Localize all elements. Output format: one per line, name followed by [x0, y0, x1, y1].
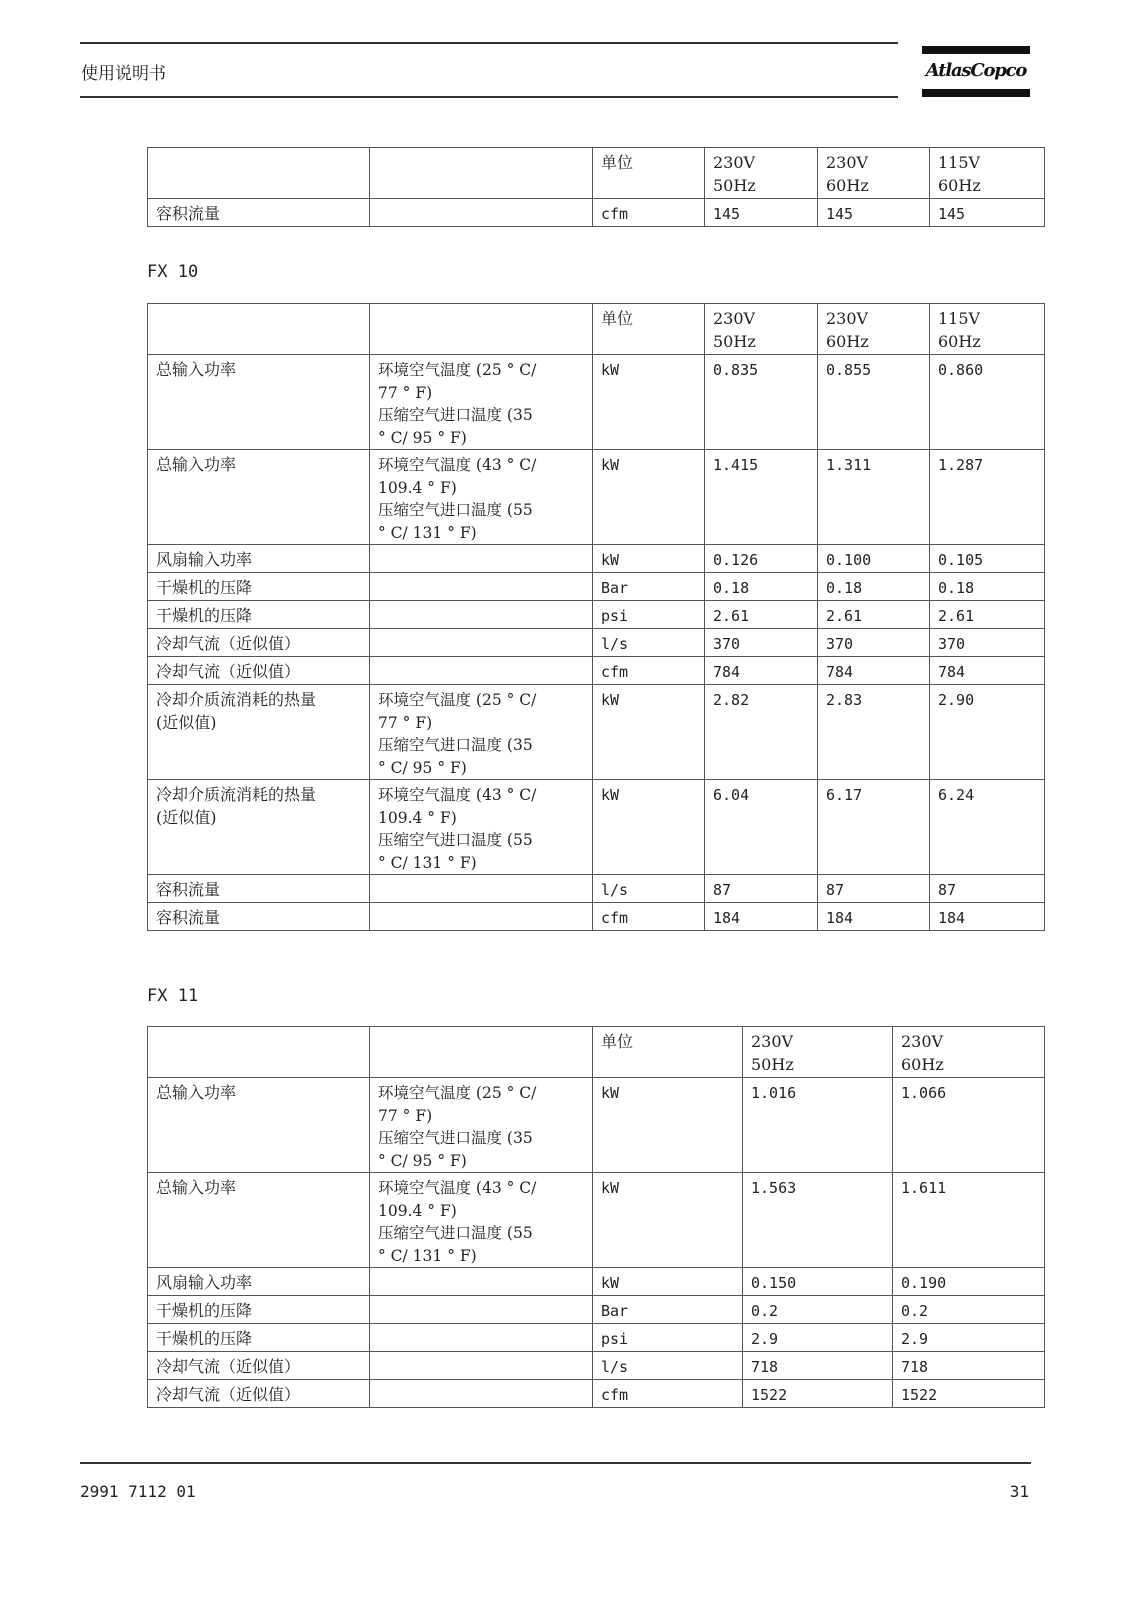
table-row — [148, 903, 1045, 931]
value-cell: 1522 — [893, 1380, 1045, 1408]
document-number: 2991 7112 01 — [80, 1482, 196, 1501]
logo-bar-bottom — [922, 89, 1030, 97]
condition-cell — [370, 545, 593, 573]
value-cell: 2.61 — [705, 601, 818, 629]
table-header-cell: 单位 — [593, 304, 705, 355]
value-cell: 0.105 — [930, 545, 1045, 573]
table-header-cell: 单位 — [593, 1027, 743, 1078]
unit-cell: cfm — [593, 1380, 743, 1408]
table-row — [148, 1380, 1045, 1408]
value-cell: 145 — [818, 199, 930, 227]
unit-cell: l/s — [593, 875, 705, 903]
unit-cell: kW — [593, 1078, 743, 1173]
unit-cell: kW — [593, 355, 705, 450]
value-cell: 0.18 — [705, 573, 818, 601]
value-cell: 0.855 — [818, 355, 930, 450]
condition-cell: 环境空气温度 (25 ° C/ 77 ° F) 压缩空气进口温度 (35 ° C/ 95 ° F) — [370, 685, 593, 780]
table-header-row — [148, 148, 1045, 199]
value-cell: 87 — [705, 875, 818, 903]
value-cell: 2.83 — [818, 685, 930, 780]
unit-cell: kW — [593, 545, 705, 573]
value-cell: 87 — [818, 875, 930, 903]
unit-cell: Bar — [593, 1296, 743, 1324]
spec-table-continued — [147, 147, 1045, 227]
parameter-cell: 冷却气流（近似值） — [148, 1380, 370, 1408]
value-cell: 2.61 — [930, 601, 1045, 629]
table-row — [148, 1268, 1045, 1296]
unit-cell: kW — [593, 685, 705, 780]
parameter-cell: 冷却气流（近似值） — [148, 629, 370, 657]
value-cell: 0.150 — [743, 1268, 893, 1296]
value-cell: 2.61 — [818, 601, 930, 629]
table-header-row — [148, 1027, 1045, 1078]
table-header-cell: 230V 60Hz — [818, 304, 930, 355]
value-cell: 2.9 — [743, 1324, 893, 1352]
value-cell: 0.100 — [818, 545, 930, 573]
table-header-cell: 230V 50Hz — [743, 1027, 893, 1078]
header-rule-top — [80, 42, 898, 44]
condition-cell — [370, 199, 593, 227]
parameter-cell: 容积流量 — [148, 199, 370, 227]
value-cell: 184 — [818, 903, 930, 931]
value-cell: 145 — [930, 199, 1045, 227]
table-row — [148, 780, 1045, 875]
condition-cell — [370, 629, 593, 657]
condition-cell — [370, 1380, 593, 1408]
atlas-copco-logo — [922, 46, 1030, 98]
value-cell: 2.9 — [893, 1324, 1045, 1352]
parameter-cell: 风扇输入功率 — [148, 545, 370, 573]
parameter-cell: 干燥机的压降 — [148, 601, 370, 629]
table-header-row — [148, 304, 1045, 355]
table-header-cell: 115V 60Hz — [930, 304, 1045, 355]
value-cell: 0.190 — [893, 1268, 1045, 1296]
condition-cell — [370, 1296, 593, 1324]
unit-cell: Bar — [593, 573, 705, 601]
table-row — [148, 1173, 1045, 1268]
value-cell: 370 — [705, 629, 818, 657]
table-header-cell: 230V 60Hz — [818, 148, 930, 199]
page-number: 31 — [1009, 1482, 1029, 1501]
table-header-cell — [370, 304, 593, 355]
value-cell: 784 — [930, 657, 1045, 685]
value-cell: 0.2 — [893, 1296, 1045, 1324]
condition-cell — [370, 657, 593, 685]
value-cell: 1.016 — [743, 1078, 893, 1173]
value-cell: 1.287 — [930, 450, 1045, 545]
section-title-fx10: FX 10 — [147, 262, 199, 282]
value-cell: 6.24 — [930, 780, 1045, 875]
value-cell: 87 — [930, 875, 1045, 903]
value-cell: 1.311 — [818, 450, 930, 545]
table-row — [148, 199, 1045, 227]
manual-title: 使用说明书 — [81, 64, 166, 84]
table-header-cell — [370, 1027, 593, 1078]
parameter-cell: 干燥机的压降 — [148, 1324, 370, 1352]
unit-cell: kW — [593, 1173, 743, 1268]
table-header-cell — [148, 148, 370, 199]
footer-rule — [80, 1462, 1031, 1464]
unit-cell: kW — [593, 780, 705, 875]
condition-cell — [370, 601, 593, 629]
table-header-cell: 230V 50Hz — [705, 304, 818, 355]
unit-cell: cfm — [593, 903, 705, 931]
table-row — [148, 601, 1045, 629]
condition-cell: 环境空气温度 (43 ° C/ 109.4 ° F) 压缩空气进口温度 (55 ° C/ 131 ° F) — [370, 1173, 593, 1268]
unit-cell: psi — [593, 1324, 743, 1352]
unit-cell: l/s — [593, 1352, 743, 1380]
table-header-cell — [148, 1027, 370, 1078]
table-header-cell: 115V 60Hz — [930, 148, 1045, 199]
parameter-cell: 干燥机的压降 — [148, 1296, 370, 1324]
table-row — [148, 1078, 1045, 1173]
table-row — [148, 1324, 1045, 1352]
table-row — [148, 573, 1045, 601]
value-cell: 370 — [818, 629, 930, 657]
value-cell: 0.126 — [705, 545, 818, 573]
value-cell: 6.04 — [705, 780, 818, 875]
condition-cell — [370, 875, 593, 903]
table-row — [148, 450, 1045, 545]
parameter-cell: 容积流量 — [148, 903, 370, 931]
spec-table-fx11 — [147, 1026, 1045, 1408]
condition-cell — [370, 1324, 593, 1352]
table-row — [148, 1352, 1045, 1380]
condition-cell: 环境空气温度 (43 ° C/ 109.4 ° F) 压缩空气进口温度 (55 ° C/ 131 ° F) — [370, 780, 593, 875]
parameter-cell: 总输入功率 — [148, 450, 370, 545]
unit-cell: kW — [593, 1268, 743, 1296]
value-cell: 0.18 — [930, 573, 1045, 601]
value-cell: 1.563 — [743, 1173, 893, 1268]
unit-cell: cfm — [593, 657, 705, 685]
parameter-cell: 风扇输入功率 — [148, 1268, 370, 1296]
condition-cell — [370, 1352, 593, 1380]
parameter-cell: 总输入功率 — [148, 355, 370, 450]
table-row — [148, 629, 1045, 657]
value-cell: 184 — [705, 903, 818, 931]
condition-cell: 环境空气温度 (43 ° C/ 109.4 ° F) 压缩空气进口温度 (55 ° C/ 131 ° F) — [370, 450, 593, 545]
value-cell: 0.18 — [818, 573, 930, 601]
logo-bar-top — [922, 46, 1030, 54]
parameter-cell: 干燥机的压降 — [148, 573, 370, 601]
parameter-cell: 冷却气流（近似值） — [148, 1352, 370, 1380]
parameter-cell: 总输入功率 — [148, 1173, 370, 1268]
table-header-cell: 230V 50Hz — [705, 148, 818, 199]
value-cell: 718 — [893, 1352, 1045, 1380]
parameter-cell: 冷却气流（近似值） — [148, 657, 370, 685]
table-row — [148, 545, 1045, 573]
value-cell: 1522 — [743, 1380, 893, 1408]
condition-cell — [370, 573, 593, 601]
section-title-fx11: FX 11 — [147, 986, 199, 1006]
value-cell: 0.835 — [705, 355, 818, 450]
value-cell: 145 — [705, 199, 818, 227]
value-cell: 0.2 — [743, 1296, 893, 1324]
header-rule-bottom — [80, 96, 898, 98]
value-cell: 1.066 — [893, 1078, 1045, 1173]
table-row — [148, 355, 1045, 450]
table-row — [148, 1296, 1045, 1324]
value-cell: 784 — [705, 657, 818, 685]
value-cell: 718 — [743, 1352, 893, 1380]
value-cell: 1.415 — [705, 450, 818, 545]
condition-cell — [370, 903, 593, 931]
condition-cell: 环境空气温度 (25 ° C/ 77 ° F) 压缩空气进口温度 (35 ° C/ 95 ° F) — [370, 1078, 593, 1173]
table-header-cell — [148, 304, 370, 355]
unit-cell: psi — [593, 601, 705, 629]
unit-cell: kW — [593, 450, 705, 545]
parameter-cell: 冷却介质流消耗的热量 (近似值) — [148, 780, 370, 875]
table-header-cell: 单位 — [593, 148, 705, 199]
value-cell: 1.611 — [893, 1173, 1045, 1268]
parameter-cell: 总输入功率 — [148, 1078, 370, 1173]
unit-cell: l/s — [593, 629, 705, 657]
parameter-cell: 容积流量 — [148, 875, 370, 903]
value-cell: 784 — [818, 657, 930, 685]
table-header-cell: 230V 60Hz — [893, 1027, 1045, 1078]
unit-cell: cfm — [593, 199, 705, 227]
value-cell: 2.90 — [930, 685, 1045, 780]
value-cell: 2.82 — [705, 685, 818, 780]
value-cell: 6.17 — [818, 780, 930, 875]
logo-wordmark: AtlasCopco — [925, 60, 1027, 81]
table-header-cell — [370, 148, 593, 199]
table-row — [148, 685, 1045, 780]
condition-cell — [370, 1268, 593, 1296]
condition-cell: 环境空气温度 (25 ° C/ 77 ° F) 压缩空气进口温度 (35 ° C/ 95 ° F) — [370, 355, 593, 450]
value-cell: 370 — [930, 629, 1045, 657]
table-row — [148, 657, 1045, 685]
spec-table-fx10 — [147, 303, 1045, 931]
value-cell: 0.860 — [930, 355, 1045, 450]
value-cell: 184 — [930, 903, 1045, 931]
table-row — [148, 875, 1045, 903]
parameter-cell: 冷却介质流消耗的热量 (近似值) — [148, 685, 370, 780]
